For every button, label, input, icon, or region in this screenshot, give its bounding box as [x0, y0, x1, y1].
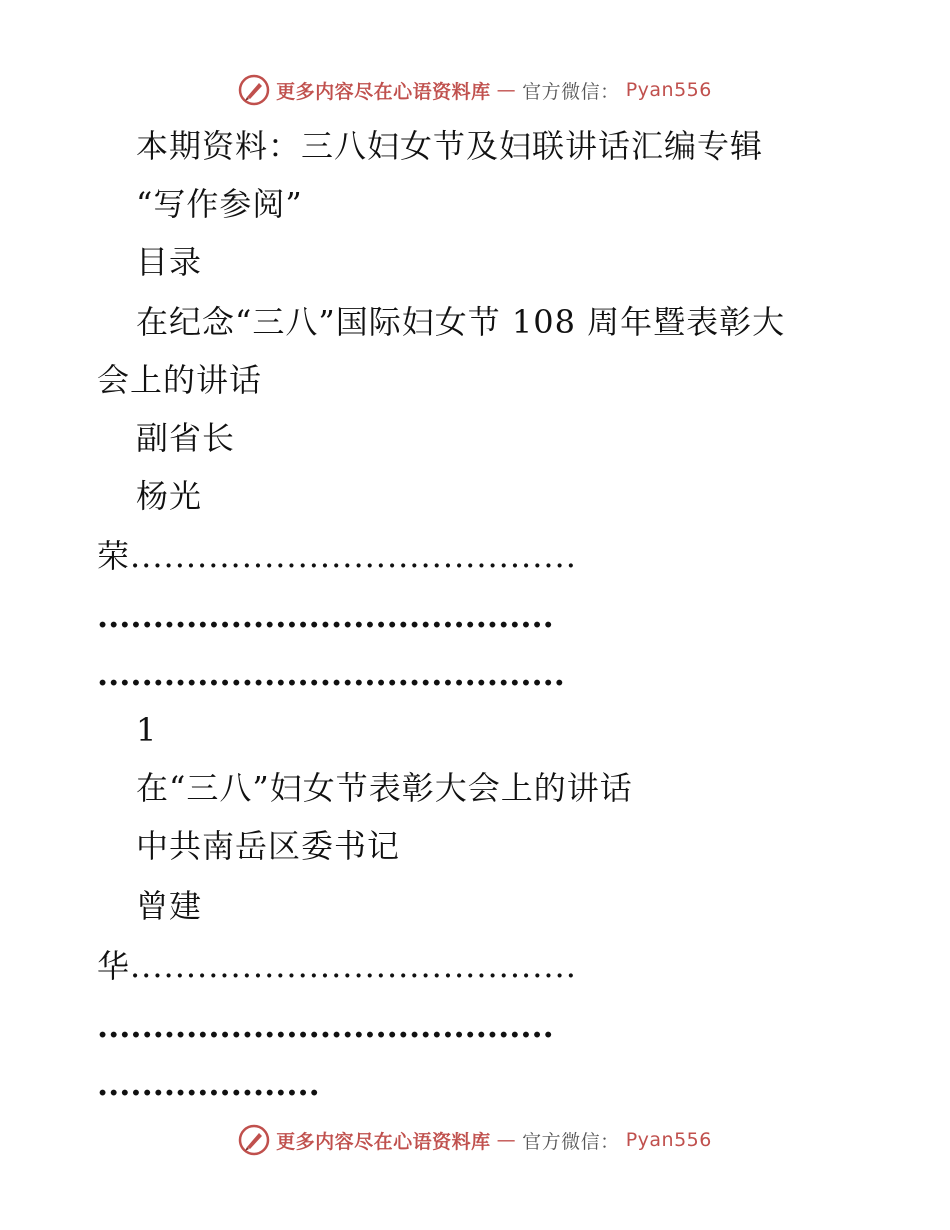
doc-title: 本期资料：三八妇女节及妇联讲话汇编专辑 [136, 127, 764, 165]
toc-entry2-name: 曾建 [136, 887, 203, 925]
toc-entry1-page: 1 [136, 711, 158, 749]
toc-entry2-role: 中共南岳区委书记 [136, 827, 401, 865]
toc-entry1-leader-line3: .......................................... [97, 655, 565, 693]
toc-entry2-leader-line2: ......................................... [97, 1007, 554, 1045]
banner-dash: — [496, 79, 517, 101]
toc-heading: 目录 [136, 243, 203, 281]
toc-entry2-leader-line1: 华........................................ [97, 947, 577, 985]
doc-subtitle: “写作参阅” [136, 185, 303, 223]
banner-brand-text: 更多内容尽在心语资料库 [276, 80, 491, 103]
banner-wechat-label: 官方微信： [522, 80, 620, 103]
banner-wechat-id: Pyan556 [625, 79, 712, 101]
toc-entry1-role: 副省长 [136, 419, 236, 457]
toc-entry1-title-line1: 在纪念“三八”国际妇女节 108 周年暨表彰大 [136, 303, 786, 341]
toc-entry1-leader-line1: 荣........................................ [97, 537, 577, 575]
pen-nib-logo-icon [238, 1124, 270, 1156]
banner-brand-text: 更多内容尽在心语资料库 [276, 1130, 491, 1153]
header-banner [0, 68, 950, 112]
toc-entry1-name: 杨光 [136, 477, 203, 515]
footer-banner [0, 1118, 950, 1162]
pen-nib-logo-icon [238, 74, 270, 106]
banner-wechat-label: 官方微信： [522, 1130, 620, 1153]
banner-wechat-id: Pyan556 [625, 1129, 712, 1151]
toc-entry2-title: 在“三八”妇女节表彰大会上的讲话 [136, 769, 633, 807]
toc-entry1-title-line2: 会上的讲话 [97, 361, 263, 399]
toc-entry1-leader-line2: ......................................... [97, 597, 554, 635]
banner-dash: — [496, 1129, 517, 1151]
toc-entry2-leader-line3: .................... [97, 1065, 320, 1103]
